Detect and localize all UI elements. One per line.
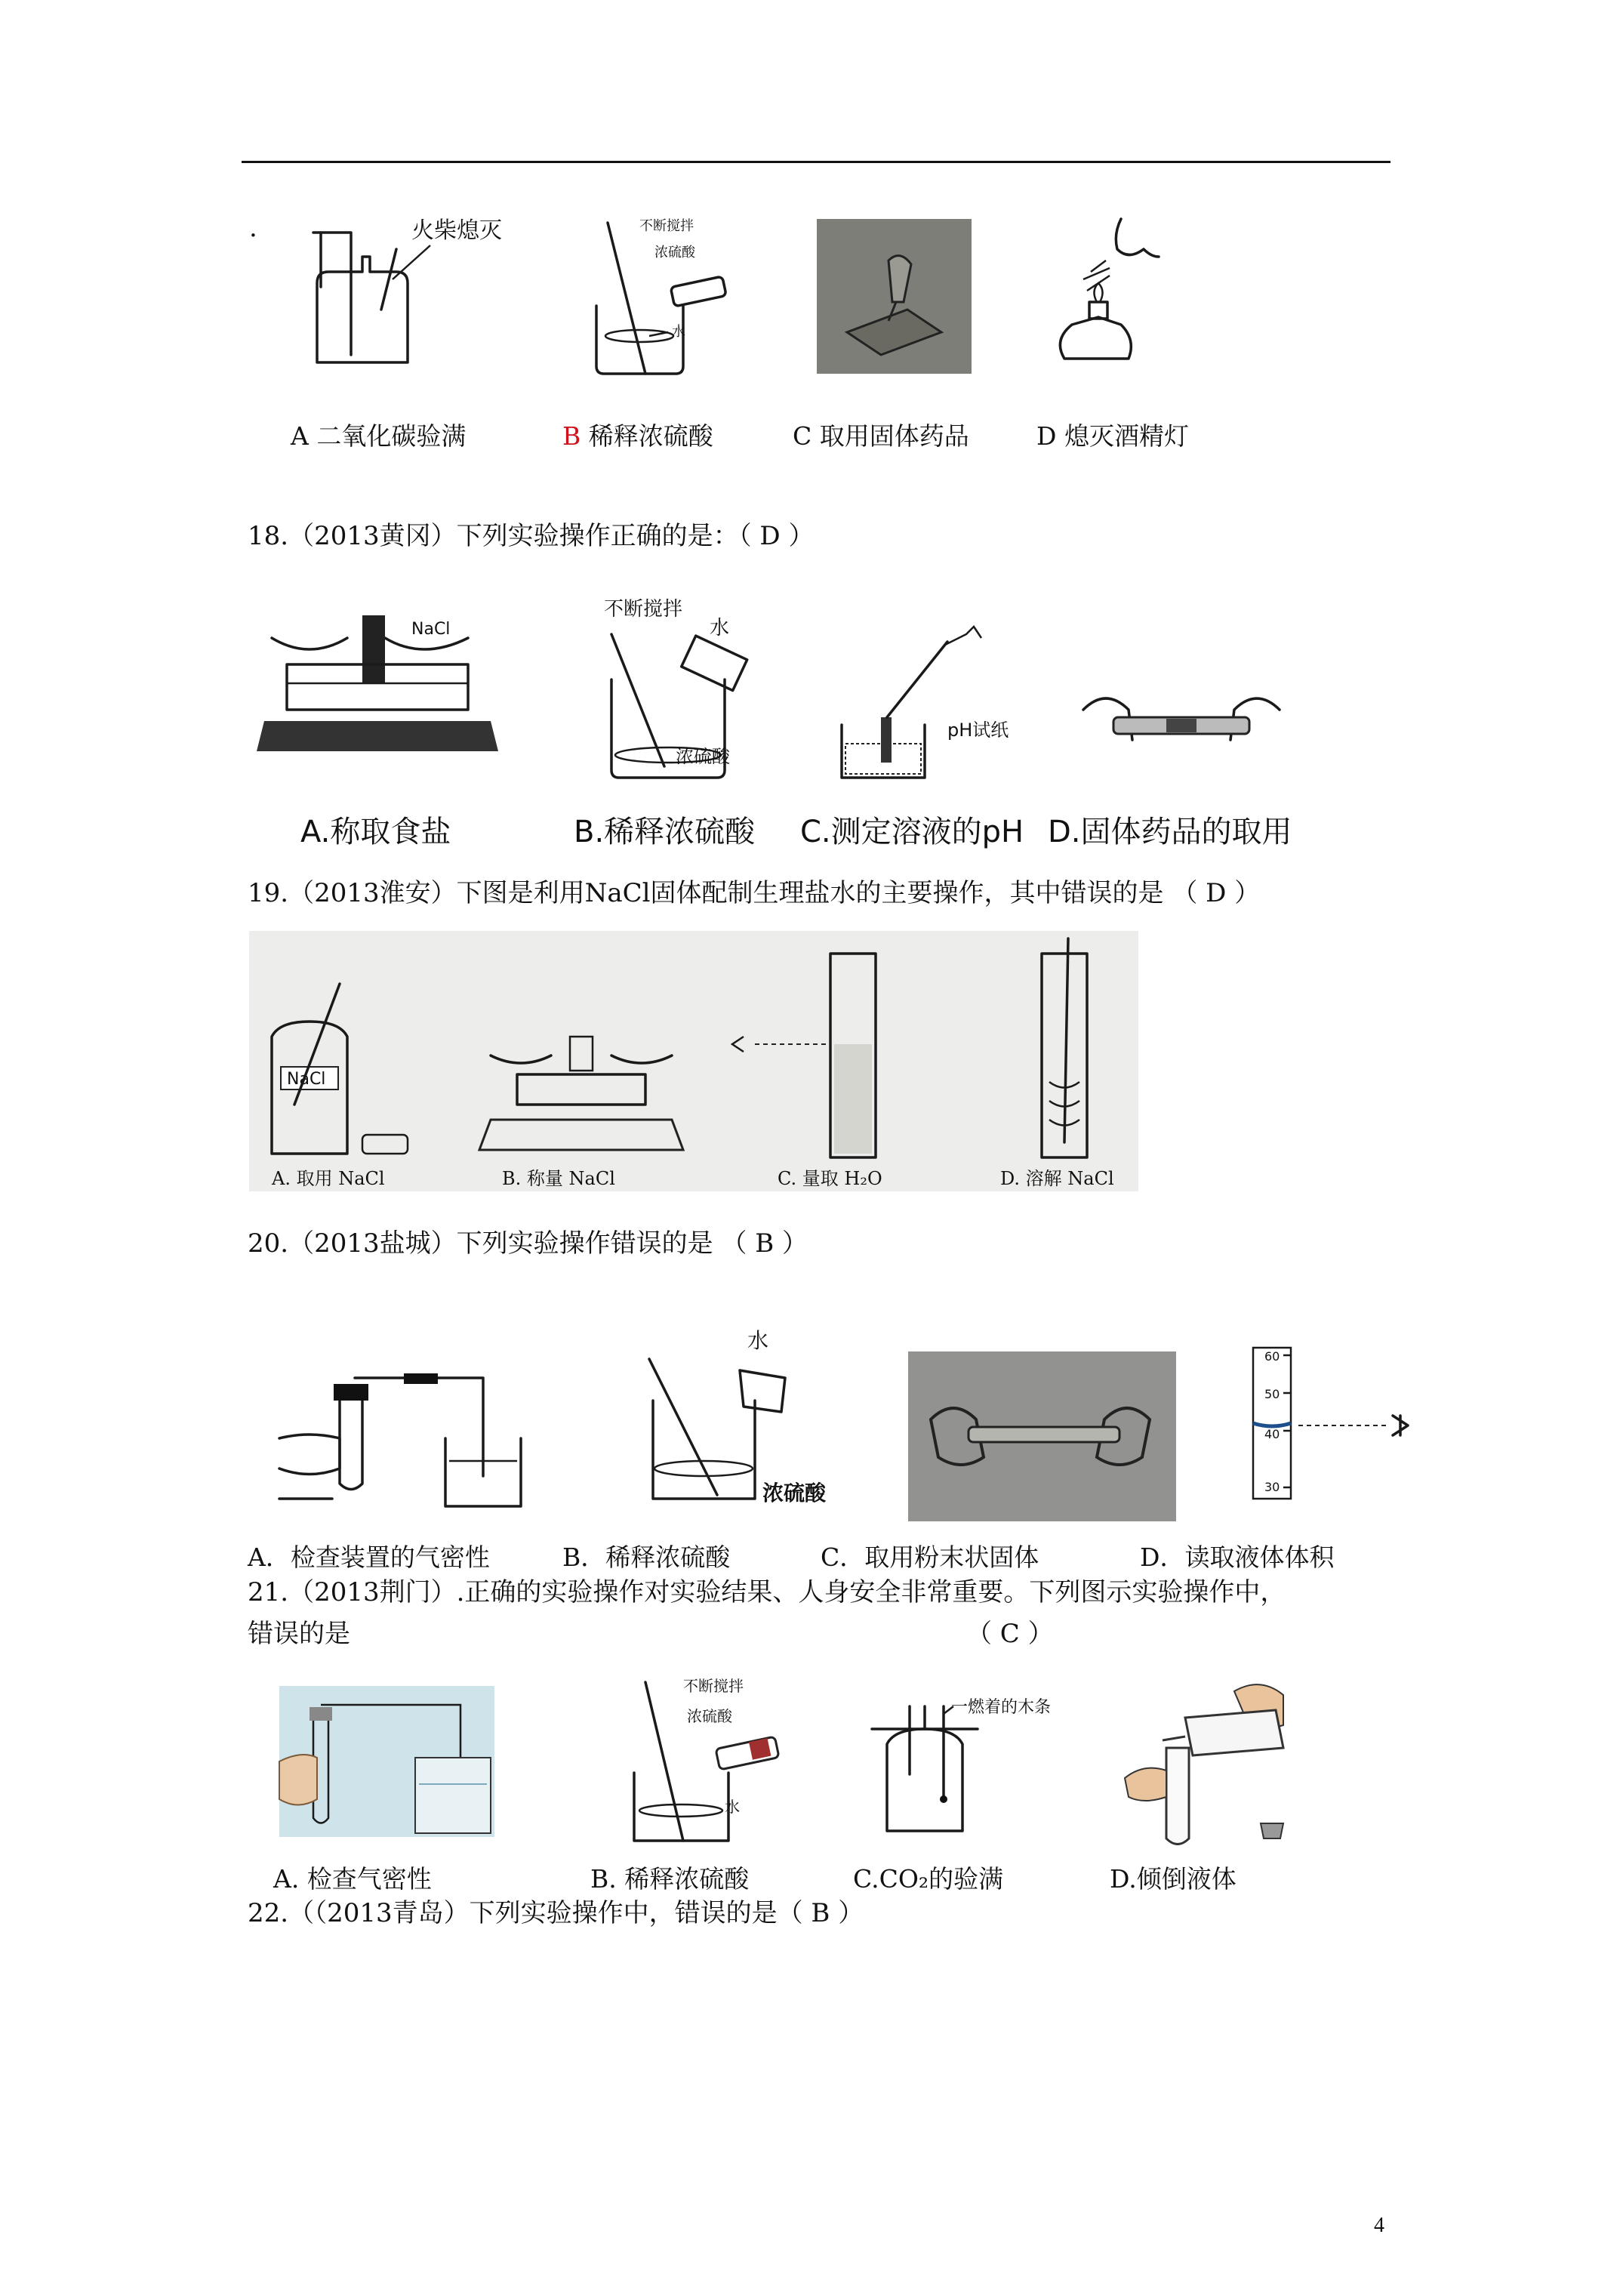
stray-dot: . bbox=[249, 213, 257, 243]
q18-stir-label: 不断搅拌 bbox=[604, 598, 683, 621]
burning-stick-label: 一燃着的木条 bbox=[951, 1698, 1052, 1717]
q17-option-c: C 取用固体药品 bbox=[793, 421, 969, 451]
q20-acid-label: 浓硫酸 bbox=[762, 1481, 827, 1505]
q18-water-label: 水 bbox=[710, 617, 730, 639]
q21-stem-line1: 21.（2013荆门）.正确的实验操作对实验结果、人身安全非常重要。下列图示实验操作中， bbox=[248, 1577, 1286, 1607]
q21-stir-label: 不断搅拌 bbox=[683, 1677, 744, 1695]
scale-30: 30 bbox=[1264, 1480, 1280, 1494]
q21-co2-figure bbox=[872, 1691, 1068, 1842]
q18-ph-figure bbox=[834, 604, 1046, 785]
q17-option-a: A 二氧化碳验满 bbox=[291, 421, 467, 451]
q18-caption-a: A.称取食盐 bbox=[300, 815, 451, 849]
q20-dilute-figure bbox=[642, 1325, 868, 1514]
q21-airtight-panel bbox=[279, 1686, 494, 1837]
q21-caption-b: B. 稀释浓硫酸 bbox=[590, 1864, 750, 1894]
q21-answer: （ C ） bbox=[966, 1619, 1054, 1649]
q18-caption-c: C.测定溶液的pH bbox=[800, 815, 1024, 849]
q21-caption-c: C.CO₂的验满 bbox=[853, 1864, 1004, 1894]
acid-label: 浓硫酸 bbox=[654, 245, 695, 260]
page-number: 4 bbox=[1374, 2214, 1384, 2237]
q22-stem: 22.（（2013青岛）下列实验操作中，错误的是（ B ） bbox=[248, 1898, 864, 1928]
solid-reagent-photo bbox=[817, 219, 972, 374]
q18-dilute-figure bbox=[589, 589, 785, 846]
ph-paper-label: pH试纸 bbox=[947, 720, 1009, 741]
q21-water-label: 水 bbox=[725, 1798, 740, 1816]
q20-stem: 20.（2013盐城）下列实验操作错误的是 （ B ） bbox=[248, 1228, 808, 1259]
q20-caption-a: A．检查装置的气密性 bbox=[248, 1542, 490, 1572]
q17-option-b: B 稀释浓硫酸 bbox=[562, 421, 713, 451]
q18-caption-b: B.稀释浓硫酸 bbox=[574, 815, 756, 849]
q20-powder-photo bbox=[908, 1351, 1176, 1521]
q20-caption-d: D．读取液体体积 bbox=[1140, 1542, 1335, 1572]
q18-solid-figure bbox=[1068, 680, 1295, 770]
scale-50: 50 bbox=[1264, 1387, 1280, 1401]
stir-label: 不断搅拌 bbox=[639, 218, 694, 234]
q19-jar-label: NaCl bbox=[287, 1070, 326, 1089]
nacl-label: NaCl bbox=[411, 620, 451, 639]
q18-caption-d: D.固体药品的取用 bbox=[1048, 815, 1292, 849]
q19-figure-panel bbox=[249, 931, 1138, 1191]
q19-caption-d: D. 溶解 NaCl bbox=[1000, 1168, 1114, 1189]
q18-balance-figure bbox=[257, 593, 506, 849]
match-out-label: 火柴熄灭 bbox=[411, 217, 502, 244]
q20-cylinder-figure bbox=[1238, 1340, 1427, 1506]
q20-water-label: 水 bbox=[747, 1328, 769, 1353]
scale-40: 40 bbox=[1264, 1427, 1280, 1441]
q21-caption-d: D.倾倒液体 bbox=[1110, 1864, 1236, 1894]
q19-stem: 19.（2013淮安）下图是利用NaCl固体配制生理盐水的主要操作，其中错误的是 （ D ） bbox=[248, 878, 1261, 908]
q20-caption-c: C．取用粉末状固体 bbox=[821, 1542, 1039, 1572]
q21-caption-a: A. 检查气密性 bbox=[273, 1864, 432, 1894]
extinguish-lamp-figure bbox=[1038, 219, 1212, 370]
header-rule bbox=[242, 161, 1390, 163]
q21-dilute-figure bbox=[630, 1675, 834, 1848]
q19-caption-b: B. 称量 NaCl bbox=[502, 1168, 615, 1189]
q20-airtight-figure bbox=[279, 1355, 528, 1514]
co2-full-test-figure bbox=[298, 211, 502, 370]
q19-caption-a: A. 取用 NaCl bbox=[272, 1168, 385, 1189]
q18-acid-label: 浓硫酸 bbox=[676, 746, 730, 767]
scale-60: 60 bbox=[1264, 1349, 1280, 1364]
water-label: 水 bbox=[672, 324, 685, 340]
q20-caption-b: B．稀释浓硫酸 bbox=[562, 1542, 731, 1572]
q19-caption-c: C. 量取 H₂O bbox=[778, 1168, 882, 1189]
q21-pour-figure bbox=[1110, 1672, 1313, 1854]
dilute-acid-figure-q17 bbox=[593, 215, 789, 381]
q21-stem-line2: 错误的是 bbox=[248, 1619, 350, 1649]
q21-acid-label: 浓硫酸 bbox=[687, 1707, 732, 1725]
q17-option-d: D 熄灭酒精灯 bbox=[1036, 421, 1189, 451]
q18-stem: 18.（2013黄冈）下列实验操作正确的是：（ D ） bbox=[248, 521, 815, 551]
